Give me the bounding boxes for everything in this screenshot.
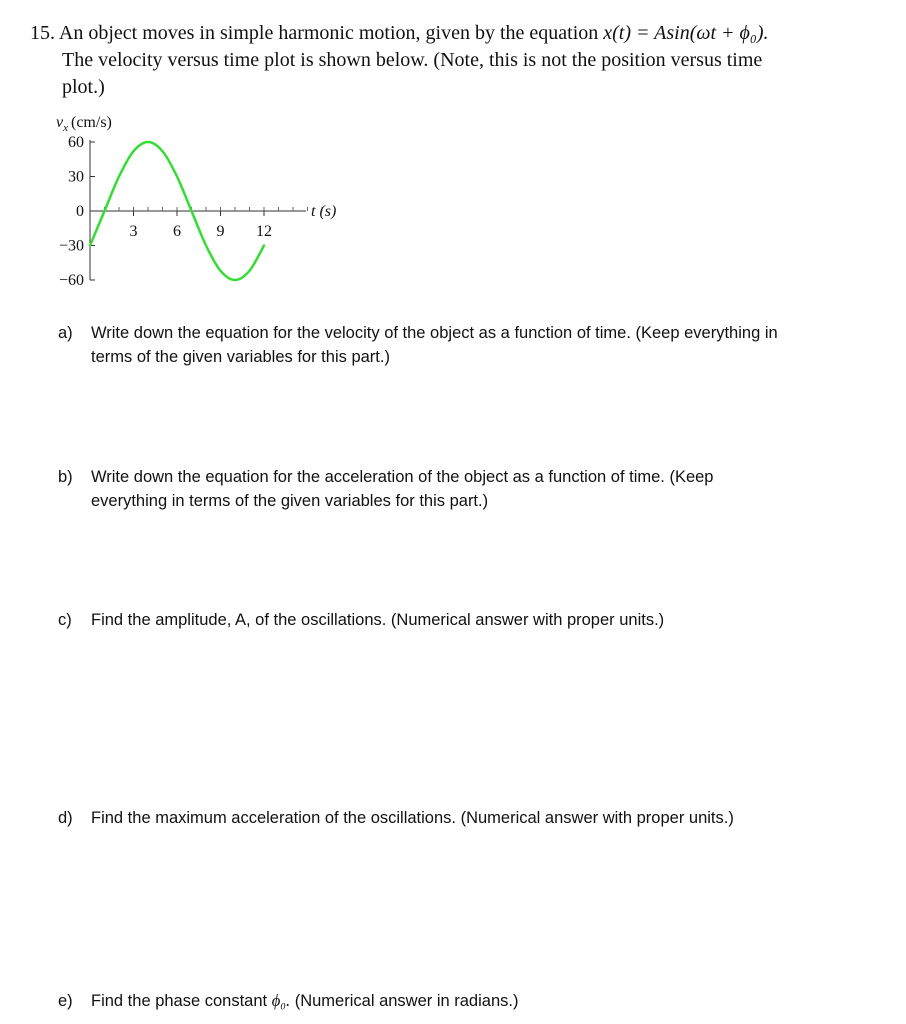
problem-intro: An object moves in simple harmonic motion, given by the equation xyxy=(58,22,599,44)
x-tick-label: 6 xyxy=(173,223,181,240)
position-equation: x(t) = Asin(ωt + ϕ₀). xyxy=(603,22,769,44)
part-b-line-2: everything in terms of the given variables for this part.) xyxy=(91,492,489,510)
part-a-letter: a) xyxy=(58,324,73,342)
question-part-a xyxy=(58,321,858,369)
part-e-letter: e) xyxy=(58,992,73,1010)
part-c-letter: c) xyxy=(58,611,72,629)
problem-line-1 xyxy=(30,20,890,47)
part-d-letter: d) xyxy=(58,809,73,827)
y-tick-label: 30 xyxy=(68,168,84,186)
part-d-line-1: Find the maximum acceleration of the oscillations. (Numerical answer with proper units.) xyxy=(91,809,734,827)
question-part-c xyxy=(58,608,858,632)
y-axis-label: $v_x$ (cm/s) xyxy=(56,114,112,134)
part-a-line-1: Write down the equation for the velocity of the object as a function of time. (Keep everything in xyxy=(91,324,778,342)
part-e-text-before: Find the phase constant xyxy=(91,992,268,1010)
phase-constant-symbol: ϕ₀. xyxy=(271,991,291,1010)
x-tick-label: 12 xyxy=(256,223,272,240)
y-tick-label: −60 xyxy=(58,272,84,288)
part-c-line-1: Find the amplitude, A, of the oscillations. (Numerical answer with proper units.) xyxy=(91,611,665,629)
x-tick-label: 9 xyxy=(216,223,225,240)
y-tick-label: −30 xyxy=(58,237,84,255)
y-tick-label: 60 xyxy=(68,134,84,151)
y-tick-label: 0 xyxy=(76,203,84,220)
problem-line-2: The velocity versus time plot is shown below. (Note, this is not the position versus time xyxy=(62,49,763,71)
x-tick-label: 3 xyxy=(129,223,138,240)
velocity-time-chart xyxy=(36,108,366,288)
x-axis-label: t (s) xyxy=(311,203,337,220)
part-b-letter: b) xyxy=(58,468,73,486)
part-b-line-1: Write down the equation for the acceleration of the object as a function of time. (Keep xyxy=(91,468,714,486)
part-e-text-after: (Numerical answer in radians.) xyxy=(294,992,519,1010)
question-part-e xyxy=(58,989,858,1013)
question-part-b xyxy=(58,465,858,513)
question-part-d xyxy=(58,806,858,830)
problem-number: 15. xyxy=(30,22,55,44)
problem-statement xyxy=(30,20,890,101)
part-a-line-2: terms of the given variables for this part.) xyxy=(91,348,390,366)
problem-line-3: plot.) xyxy=(62,76,105,98)
